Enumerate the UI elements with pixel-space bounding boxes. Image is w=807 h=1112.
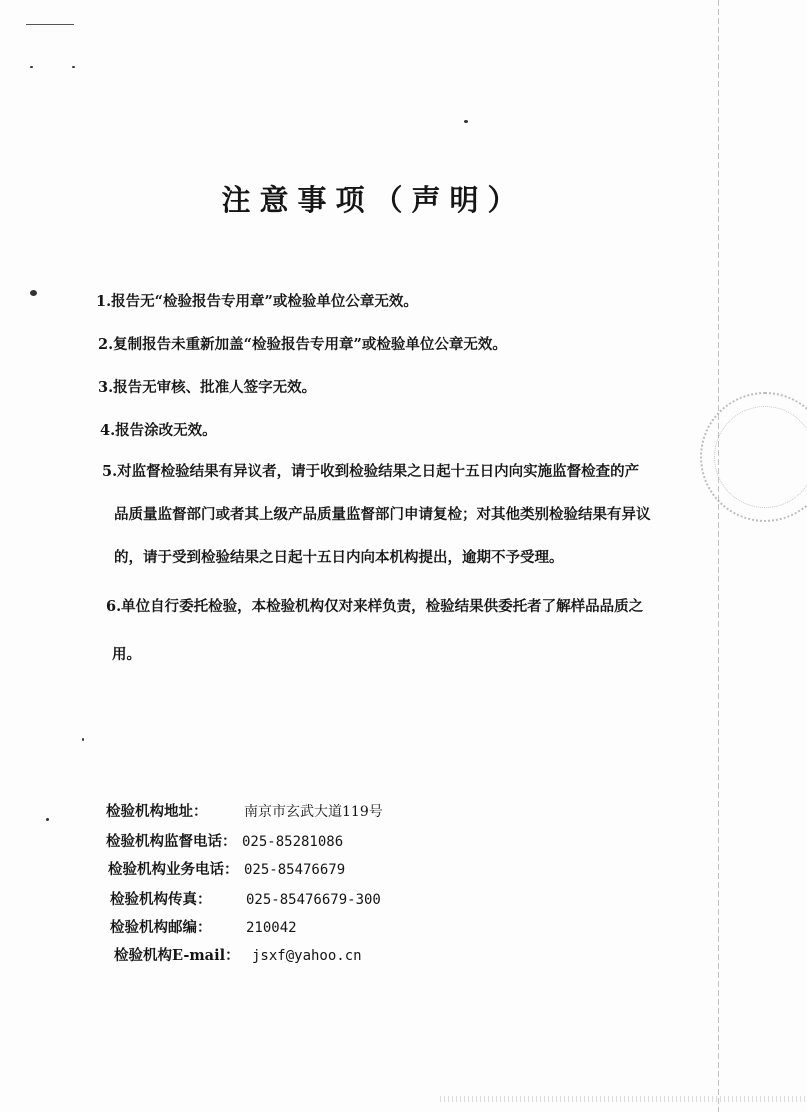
contact-value: 025-85281086	[242, 834, 344, 850]
note-text: 单位自行委托检验，本检验机构仅对来样负责，检验结果供委托者了解样品品质之	[121, 598, 644, 615]
contact-label: 检验机构监督电话：	[106, 833, 237, 850]
contact-label: 检验机构传真：	[110, 891, 212, 908]
note-text-continued: 用。	[112, 646, 141, 663]
note-number: 4.	[100, 422, 116, 439]
scan-speck	[82, 738, 84, 741]
note-number: 5.	[102, 463, 118, 480]
scan-speck	[464, 120, 468, 123]
note-text: 报告无审核、批准人签字无效。	[113, 379, 317, 396]
note-item	[98, 366, 698, 409]
note-item	[100, 409, 700, 452]
contact-value: 210042	[246, 920, 297, 936]
scan-speck	[30, 66, 33, 68]
seal-stamp	[700, 392, 807, 522]
contact-label: 检验机构业务电话：	[108, 861, 239, 878]
scan-speck	[72, 66, 75, 68]
contact-label: 检验机构E-mail：	[114, 947, 240, 964]
contact-label: 检验机构地址：	[106, 803, 208, 820]
scan-noise	[440, 1096, 807, 1102]
scan-speck	[30, 290, 37, 296]
note-text: 报告无“检验报告专用章”或检验单位公章无效。	[111, 293, 418, 310]
notes-list	[96, 280, 696, 677]
note-text: 复制报告未重新加盖“检验报告专用章”或检验单位公章无效。	[113, 336, 507, 353]
contact-value: 025-85476679-300	[246, 892, 381, 908]
contact-label: 检验机构邮编：	[110, 919, 212, 936]
note-text-continued: 品质量监督部门或者其上级产品质量监督部门申请复检；对其他类别检验结果有异议	[114, 506, 651, 523]
note-number: 3.	[98, 379, 114, 396]
contact-value: jsxf@yahoo.cn	[252, 948, 362, 964]
page-edge-line	[718, 0, 719, 1112]
note-text: 对监督检验结果有异议者，请于收到检验结果之日起十五日内向实施监督检查的产	[117, 463, 640, 480]
contact-value: 025-85476679	[244, 862, 346, 878]
note-number: 2.	[98, 336, 114, 353]
contact-value: 南京市玄武大道119号	[244, 804, 383, 820]
note-item	[102, 450, 702, 579]
scan-speck	[46, 818, 49, 821]
note-item	[106, 583, 706, 679]
note-text-continued: 的，请于受到检验结果之日起十五日内向本机构提出，逾期不予受理。	[114, 549, 564, 566]
note-number: 6.	[106, 598, 122, 615]
note-item	[98, 323, 698, 366]
note-text: 报告涂改无效。	[115, 422, 217, 439]
note-number: 1.	[96, 293, 112, 310]
note-item	[96, 280, 696, 323]
scan-mark	[26, 24, 74, 25]
page-title: 注意事项（声明）	[221, 183, 526, 217]
